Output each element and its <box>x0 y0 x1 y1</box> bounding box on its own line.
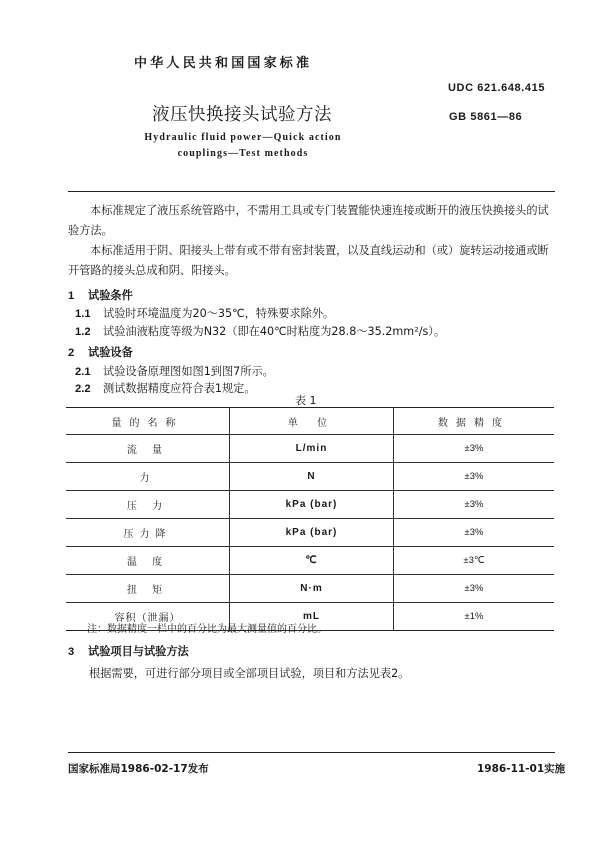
cell-unit: ℃ <box>230 547 394 575</box>
column-header-quantity: 量的名称 <box>66 408 230 435</box>
cell-quantity: 力 <box>66 463 230 491</box>
section-3-heading <box>68 643 189 659</box>
cell-accuracy: ±3% <box>394 463 555 491</box>
table-row <box>66 463 554 491</box>
clause-2-1 <box>75 363 274 379</box>
cell-quantity: 容积（泄漏） <box>66 603 230 631</box>
cell-accuracy: ±3% <box>394 491 555 519</box>
section-number: 1 <box>68 290 75 302</box>
clause-2-2 <box>75 380 256 396</box>
udc-code: UDC 621.648.415 <box>448 82 546 94</box>
clause-text: 试验时环境温度为20～35℃，特殊要求除外。 <box>103 307 335 320</box>
clause-number: 2.2 <box>75 383 91 395</box>
table-row <box>66 547 554 575</box>
intro-text-2: 本标准适用于阴、阳接头上带有或不带有密封装置，以及直线运动和（或）旋转运动接通或断开管路的接头总成和阴、阳接头。 <box>68 244 549 277</box>
column-header-unit: 单 位 <box>230 408 394 435</box>
footer-divider <box>68 752 555 753</box>
section-2-heading <box>68 344 133 360</box>
section-1-heading <box>68 287 133 303</box>
clause-text: 试验油液粘度等级为N32（即在40℃时粘度为28.8～35.2mm²/s）。 <box>103 325 446 338</box>
document-title-cn: 液压快换接头试验方法 <box>152 105 332 125</box>
section-title: 试验设备 <box>88 346 133 359</box>
intro-text-1: 本标准规定了液压系统管路中，不需用工具或专门装置能快速连接或断开的液压快换接头的试验方法。 <box>68 204 549 237</box>
intro-paragraph-2 <box>68 241 558 281</box>
table-header-row <box>66 408 554 435</box>
cell-unit: L/min <box>230 435 394 463</box>
table-note: 注：数据精度一栏中的百分比为最大测量值的百分比。 <box>87 624 327 635</box>
clause-number: 1.1 <box>75 308 91 320</box>
cell-quantity: 压 力 <box>66 491 230 519</box>
section-number: 2 <box>68 347 75 359</box>
clause-text: 试验设备原理图如图1到图7所示。 <box>103 365 274 378</box>
cell-unit: N·m <box>230 575 394 603</box>
intro-paragraph-1 <box>68 201 558 241</box>
cell-unit: N <box>230 463 394 491</box>
cell-unit: mL <box>230 603 394 631</box>
cell-quantity: 温 度 <box>66 547 230 575</box>
national-standard-heading: 中华人民共和国国家标准 <box>134 56 313 71</box>
effective-date: 1986-11-01实施 <box>477 763 566 775</box>
cell-accuracy: ±3% <box>394 435 555 463</box>
column-header-accuracy: 数据精度 <box>394 408 555 435</box>
issue-date: 国家标准局1986-02-17发布 <box>68 763 209 775</box>
clause-1-1 <box>75 305 334 321</box>
section-3-body: 根据需要，可进行部分项目或全部项目试验，项目和方法见表2。 <box>89 667 410 680</box>
gb-number: GB 5861—86 <box>449 111 523 123</box>
cell-quantity: 压力降 <box>66 519 230 547</box>
table-row <box>66 519 554 547</box>
document-title-en: Hydraulic fluid power—Quick action couplings—Test methods <box>144 132 342 159</box>
table-1 <box>66 407 554 631</box>
section-number: 3 <box>68 646 75 658</box>
clause-text: 测试数据精度应符合表1规定。 <box>103 382 256 395</box>
clause-number: 1.2 <box>75 326 91 338</box>
cell-accuracy: ±3℃ <box>394 547 555 575</box>
cell-unit: kPa (bar) <box>230 491 394 519</box>
table-row <box>66 491 554 519</box>
header-divider <box>68 191 555 192</box>
cell-quantity: 扭 矩 <box>66 575 230 603</box>
cell-quantity: 流 量 <box>66 435 230 463</box>
section-title: 试验条件 <box>88 289 133 302</box>
clause-1-2 <box>75 323 445 339</box>
cell-accuracy: ±3% <box>394 519 555 547</box>
table-1-caption: 表 1 <box>295 394 317 407</box>
table-row <box>66 435 554 463</box>
section-title: 试验项目与试验方法 <box>88 645 189 658</box>
cell-accuracy: ±1% <box>394 603 555 631</box>
cell-unit: kPa (bar) <box>230 519 394 547</box>
table-row <box>66 575 554 603</box>
cell-accuracy: ±3% <box>394 575 555 603</box>
clause-number: 2.1 <box>75 366 91 378</box>
